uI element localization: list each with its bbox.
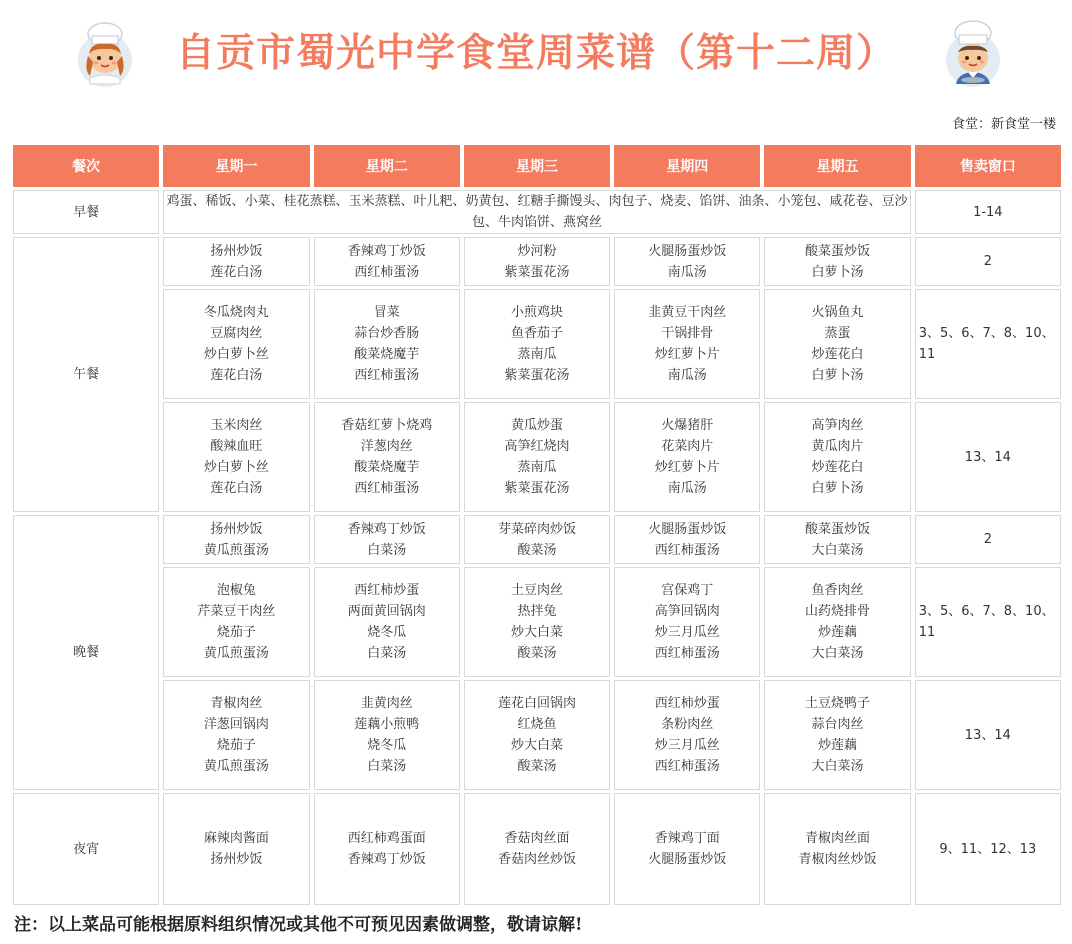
dish-item: 莲花白回锅肉 [497, 696, 576, 711]
dish-item: 黄瓜煎蛋汤 [203, 542, 269, 558]
menu-cell-monday [163, 402, 309, 512]
dish-item: 火爆猪肝 [661, 418, 714, 433]
dish-item: 大白菜汤 [811, 542, 864, 558]
dish-item: 烧茄子 [216, 738, 256, 753]
dish-item: 南瓜汤 [667, 264, 707, 280]
dish-item: 西红柿蛋汤 [654, 759, 720, 774]
dish-item: 炒白萝卜丝 [203, 460, 269, 475]
dish-item: 炒莲花白 [811, 347, 864, 362]
dish-item: 紫菜蛋花汤 [504, 481, 570, 496]
dish-item: 酸菜烧魔芋 [354, 460, 420, 475]
dish-item: 白萝卜汤 [811, 264, 864, 280]
dinner-row [13, 567, 1061, 677]
dish-item: 白萝卜汤 [811, 368, 864, 383]
dish-item: 热拌兔 [517, 604, 557, 619]
dish-item: 西红柿蛋汤 [654, 646, 720, 661]
dish-item: 香菇肉丝炒饭 [497, 852, 576, 867]
dish-item: 香菇红萝卜烧鸡 [341, 418, 433, 433]
menu-cell-wednesday [464, 567, 610, 677]
dish-item: 西红柿炒蛋 [354, 583, 420, 598]
dish-item: 炒莲花白 [811, 460, 864, 475]
menu-cell-monday [163, 237, 309, 286]
col-header-wednesday: 星期三 [464, 145, 610, 187]
dish-item: 白菜汤 [367, 759, 407, 774]
dish-item: 紫菜蛋花汤 [504, 368, 570, 383]
dish-item: 玉米肉丝 [210, 418, 263, 433]
dish-item: 炒三月瓜丝 [654, 625, 720, 640]
col-header-windows: 售卖窗口 [915, 145, 1061, 187]
dish-item: 高笋回锅肉 [654, 604, 720, 619]
sales-window-cell: 13、14 [915, 402, 1061, 512]
menu-cell-monday [163, 680, 309, 790]
menu-cell-thursday [614, 289, 760, 399]
dish-item: 洋葱回锅肉 [203, 717, 269, 732]
dish-item: 大白菜汤 [811, 646, 864, 661]
dish-item: 酸菜汤 [517, 646, 557, 661]
breakfast-items: 鸡蛋、稀饭、小菜、桂花蒸糕、玉米蒸糕、叶儿粑、奶黄包、红糖手撕馒头、肉包子、烧麦、馅饼、油条、小笼包、咸花卷、豆沙包、牛肉馅饼、燕窝丝 [163, 190, 910, 234]
menu-cell-thursday [614, 567, 760, 677]
dish-item: 炒莲藕 [818, 625, 858, 640]
menu-cell-friday [764, 237, 910, 286]
menu-cell-wednesday [464, 402, 610, 512]
sales-window-cell: 3、5、6、7、8、10、11 [915, 289, 1061, 399]
dish-item: 炒红萝卜片 [654, 460, 720, 475]
dish-item: 西红柿蛋汤 [354, 368, 420, 383]
dish-item: 酸菜汤 [517, 542, 557, 558]
dish-item: 烧冬瓜 [367, 738, 407, 753]
menu-cell-tuesday [314, 237, 460, 286]
dish-item: 黄瓜炒蛋 [510, 418, 563, 433]
dinner-row [13, 680, 1061, 790]
chef-boy-icon [940, 18, 1006, 88]
dish-item: 扬州炒饭 [210, 852, 263, 867]
dish-item: 香辣鸡丁炒饭 [347, 243, 426, 259]
menu-cell-friday [764, 680, 910, 790]
dish-item: 炒三月瓜丝 [654, 738, 720, 753]
menu-cell-friday [764, 289, 910, 399]
dish-item: 黄瓜煎蛋汤 [203, 646, 269, 661]
menu-cell-thursday [614, 515, 760, 564]
dish-item: 鱼香肉丝 [811, 583, 864, 598]
dish-item: 扬州炒饭 [210, 521, 263, 537]
dish-item: 冒菜 [373, 305, 400, 320]
menu-cell-monday [163, 289, 309, 399]
menu-cell-tuesday [314, 402, 460, 512]
meal-label-breakfast: 早餐 [13, 190, 159, 234]
dish-item: 火腿肠蛋炒饭 [648, 243, 727, 259]
header-row [13, 145, 1061, 187]
dish-item: 南瓜汤 [667, 481, 707, 496]
dish-item: 两面黄回锅肉 [347, 604, 426, 619]
dish-item: 莲花白汤 [210, 481, 263, 496]
dish-item: 蒜台肉丝 [811, 717, 864, 732]
col-header-tuesday: 星期二 [314, 145, 460, 187]
menu-cell-friday [764, 567, 910, 677]
dish-item: 山药烧排骨 [805, 604, 871, 619]
sales-window-cell: 2 [915, 237, 1061, 286]
dish-item: 韭黄豆干肉丝 [648, 305, 727, 320]
menu-cell-wednesday [464, 515, 610, 564]
dish-item: 白菜汤 [367, 646, 407, 661]
dish-item: 蒜台炒香肠 [354, 326, 420, 341]
dish-item: 酸菜烧魔芋 [354, 347, 420, 362]
dish-item: 烧茄子 [216, 625, 256, 640]
menu-cell-wednesday [464, 237, 610, 286]
dish-item: 干锅排骨 [661, 326, 714, 341]
night-row [13, 793, 1061, 905]
dish-item: 蒸蛋 [824, 326, 851, 341]
dish-item: 南瓜汤 [667, 368, 707, 383]
dish-item: 炒白萝卜丝 [203, 347, 269, 362]
menu-cell-monday [163, 793, 309, 905]
dish-item: 香辣鸡丁炒饭 [347, 852, 426, 867]
menu-cell-wednesday [464, 793, 610, 905]
col-header-thursday: 星期四 [614, 145, 760, 187]
dish-item: 洋葱肉丝 [360, 439, 413, 454]
dish-item: 豆腐肉丝 [210, 326, 263, 341]
menu-cell-monday [163, 567, 309, 677]
dish-item: 泡椒兔 [216, 583, 256, 598]
dish-item: 白萝卜汤 [811, 481, 864, 496]
col-header-monday: 星期一 [163, 145, 309, 187]
dish-item: 高笋肉丝 [811, 418, 864, 433]
menu-cell-thursday [614, 237, 760, 286]
dish-item: 炒红萝卜片 [654, 347, 720, 362]
dish-item: 莲藕小煎鸭 [354, 717, 420, 732]
page-header [0, 0, 1072, 110]
dish-item: 宫保鸡丁 [661, 583, 714, 598]
sales-window-cell: 9、11、12、13 [915, 793, 1061, 905]
dish-item: 炒莲藕 [818, 738, 858, 753]
dish-item: 炒大白菜 [510, 738, 563, 753]
dish-item: 火锅鱼丸 [811, 305, 864, 320]
dish-item: 红烧鱼 [517, 717, 557, 732]
col-header-meal: 餐次 [13, 145, 159, 187]
dish-item: 酸辣血旺 [210, 439, 263, 454]
dish-item: 冬瓜烧肉丸 [203, 305, 269, 320]
menu-cell-thursday [614, 793, 760, 905]
dinner-row [13, 515, 1061, 564]
menu-cell-thursday [614, 680, 760, 790]
dish-item: 青椒肉丝面 [805, 831, 871, 846]
lunch-row [13, 402, 1061, 512]
dish-item: 蒸南瓜 [517, 460, 557, 475]
meal-label-night: 夜宵 [13, 793, 159, 905]
dish-item: 西红柿鸡蛋面 [347, 831, 426, 846]
dish-item: 蒸南瓜 [517, 347, 557, 362]
dish-item: 扬州炒饭 [210, 243, 263, 259]
menu-cell-wednesday [464, 680, 610, 790]
meal-label-lunch: 午餐 [13, 237, 159, 512]
lunch-row [13, 289, 1061, 399]
dish-item: 莲花白汤 [210, 368, 263, 383]
menu-cell-friday [764, 793, 910, 905]
meal-label-dinner: 晚餐 [13, 515, 159, 790]
menu-cell-monday [163, 515, 309, 564]
sales-window-cell: 3、5、6、7、8、10、11 [915, 567, 1061, 677]
dish-item: 莲花白汤 [210, 264, 263, 280]
sales-window-cell: 1-14 [915, 190, 1061, 234]
dish-item: 土豆烧鸭子 [805, 696, 871, 711]
page-title: 自贡市蜀光中学食堂周菜谱（第十二周） [175, 31, 896, 76]
dish-item: 烧冬瓜 [367, 625, 407, 640]
dish-item: 土豆肉丝 [510, 583, 563, 598]
menu-cell-tuesday [314, 515, 460, 564]
col-header-friday: 星期五 [764, 145, 910, 187]
dish-item: 西红柿蛋汤 [354, 264, 420, 280]
menu-cell-tuesday [314, 567, 460, 677]
dish-item: 炒大白菜 [510, 625, 563, 640]
menu-cell-friday [764, 515, 910, 564]
dish-item: 炒河粉 [517, 243, 557, 259]
canteen-location: 食堂：新食堂一楼 [951, 117, 1056, 132]
weekly-menu-table [9, 142, 1065, 908]
dish-item: 条粉肉丝 [661, 717, 714, 732]
menu-cell-tuesday [314, 793, 460, 905]
lunch-row [13, 237, 1061, 286]
dish-item: 紫菜蛋花汤 [504, 264, 570, 280]
dish-item: 酸菜蛋炒饭 [805, 521, 871, 537]
dish-item: 高笋红烧肉 [504, 439, 570, 454]
dish-item: 火腿肠蛋炒饭 [648, 521, 727, 537]
dish-item: 麻辣肉酱面 [203, 831, 269, 846]
dish-item: 芽菜碎肉炒饭 [497, 521, 576, 537]
menu-cell-friday [764, 402, 910, 512]
dish-item: 西红柿蛋汤 [654, 542, 720, 558]
breakfast-row [13, 190, 1061, 234]
dish-item: 酸菜汤 [517, 759, 557, 774]
menu-cell-tuesday [314, 680, 460, 790]
dish-item: 青椒肉丝 [210, 696, 263, 711]
dish-item: 韭黄肉丝 [360, 696, 413, 711]
sales-window-cell: 2 [915, 515, 1061, 564]
dish-item: 白菜汤 [367, 542, 407, 558]
dish-item: 青椒肉丝炒饭 [798, 852, 877, 867]
dish-item: 西红柿炒蛋 [654, 696, 720, 711]
dish-item: 香菇肉丝面 [504, 831, 570, 846]
dish-item: 香辣鸡丁面 [654, 831, 720, 846]
menu-cell-thursday [614, 402, 760, 512]
adjustment-note: 注：以上菜品可能根据原料组织情况或其他不可预见因素做调整，敬请谅解! [14, 915, 583, 935]
sales-window-cell: 13、14 [915, 680, 1061, 790]
dish-item: 鱼香茄子 [510, 326, 563, 341]
dish-item: 香辣鸡丁炒饭 [347, 521, 426, 537]
dish-item: 小煎鸡块 [510, 305, 563, 320]
dish-item: 酸菜蛋炒饭 [805, 243, 871, 259]
dish-item: 火腿肠蛋炒饭 [648, 852, 727, 867]
dish-item: 花菜肉片 [661, 439, 714, 454]
dish-item: 芹菜豆干肉丝 [197, 604, 276, 619]
menu-cell-tuesday [314, 289, 460, 399]
dish-item: 大白菜汤 [811, 759, 864, 774]
menu-cell-wednesday [464, 289, 610, 399]
dish-item: 黄瓜肉片 [811, 439, 864, 454]
dish-item: 西红柿蛋汤 [354, 481, 420, 496]
dish-item: 黄瓜煎蛋汤 [203, 759, 269, 774]
